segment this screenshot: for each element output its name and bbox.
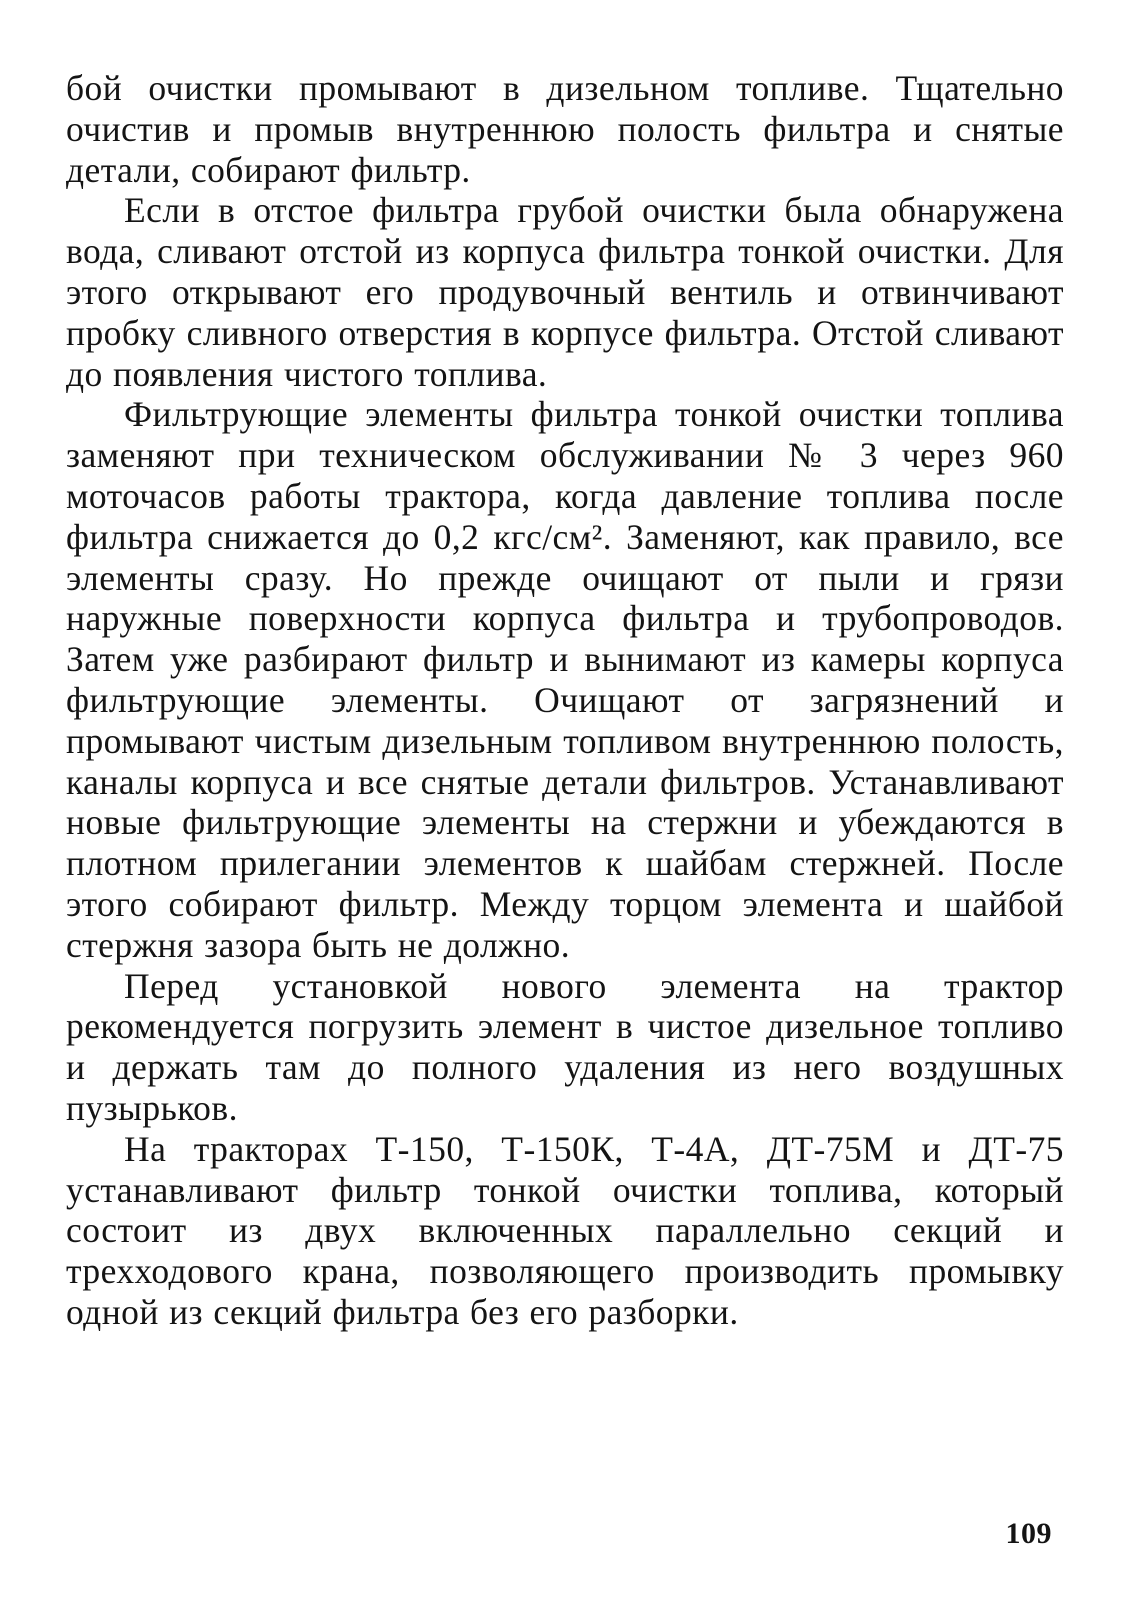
page-number: 109: [1005, 1517, 1052, 1550]
paragraph-3: Фильтрующие элементы фильтра тонкой очистки топлива заменяют при техническом обслуживании № 3 через 960 моточасов работы трактора, когда давление топлива после фильтра снижается до 0,2 кгс/см². Заменяют, как правило, все элементы сразу. Но прежде очищают от пыли и грязи наружные поверхности корпуса фильтра и трубопроводов. Затем уже разбирают фильтр и вынимают из камеры корпуса фильтрующие элементы. Очищают от загрязнений и промывают чистым дизельным топливом внутреннюю полость, каналы корпуса и все снятые детали фильтров. Устанавливают новые фильтрующие элементы на стержни и убеждаются в плотном прилегании элементов к шайбам стержней. После этого собирают фильтр. Между торцом элемента и шайбой стержня зазора быть не должно.: [66, 394, 1064, 965]
paragraph-1: бой очистки промывают в дизельном топливе. Тщательно очистив и промыв внутреннюю полость фильтра и снятые детали, собирают фильтр.: [66, 68, 1064, 190]
paragraph-2: Если в отстое фильтра грубой очистки была обнаружена вода, сливают отстой из корпуса фильтра тонкой очистки. Для этого открывают его продувочный вентиль и отвинчивают пробку сливного отверстия в корпусе фильтра. Отстой сливают до появления чистого топлива.: [66, 190, 1064, 394]
body-text: [66, 68, 1064, 1333]
paragraph-5: На тракторах Т-150, Т-150К, Т-4А, ДТ-75М и ДТ-75 устанавливают фильтр тонкой очистки топлива, который состоит из двух включенных параллельно секций и трехходового крана, позволяющего производить промывку одной из секций фильтра без его разборки.: [66, 1128, 1064, 1332]
paragraph-4: Перед установкой нового элемента на трактор рекомендуется погрузить элемент в чистое дизельное топливо и держать там до полного удаления из него воздушных пузырьков.: [66, 965, 1064, 1128]
